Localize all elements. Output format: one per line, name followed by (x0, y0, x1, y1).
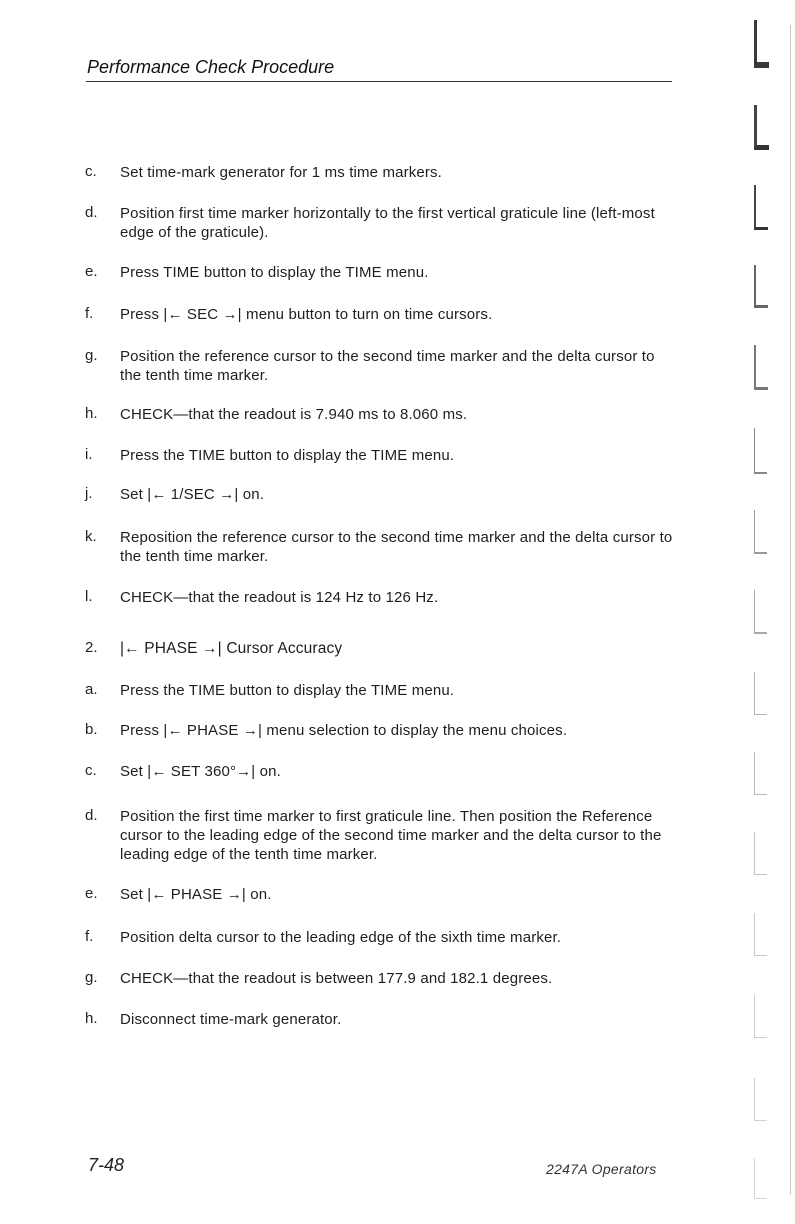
edge-tab (754, 105, 769, 150)
step-text: CHECK—that the readout is 7.940 ms to 8.060 ms. (120, 406, 468, 423)
edge-tab (754, 752, 767, 795)
footer-manual-title: 2247A Operators (546, 1161, 657, 1177)
step-text: Set |← PHASE →| on. (120, 886, 272, 903)
edge-tab (754, 1158, 767, 1199)
step-label: h. (85, 405, 98, 422)
step-text: Disconnect time-mark generator. (120, 1011, 342, 1028)
step-label: h. (85, 1010, 98, 1027)
edge-tab (754, 345, 768, 390)
header-title: Performance Check Procedure (87, 57, 335, 77)
step-label: d. (85, 807, 98, 824)
step-text: Press |← PHASE →| menu selection to display the menu choices. (120, 722, 568, 739)
step-text: Reposition the reference cursor to the second time marker and the delta cursor to the tenth time marker. (120, 529, 673, 565)
step-label: 2. (85, 639, 98, 656)
edge-tab (754, 265, 768, 308)
edge-tab (754, 913, 767, 956)
step-text: CHECK—that the readout is 124 Hz to 126 Hz. (120, 589, 439, 606)
footer-page-number: 7-48 (88, 1155, 125, 1175)
step-text: Press the TIME button to display the TIME menu. (120, 682, 455, 699)
edge-index-tabs (752, 20, 782, 1200)
step-label: g. (85, 969, 98, 986)
step-label: e. (85, 885, 98, 902)
header-rule (86, 81, 672, 82)
step-text: Press |← SEC →| menu button to turn on time cursors. (120, 306, 493, 323)
page-edge-line (790, 25, 791, 1195)
step-label: a. (85, 681, 98, 698)
step-text: Set time-mark generator for 1 ms time markers. (120, 164, 442, 181)
edge-tab (754, 672, 767, 715)
step-label: c. (85, 762, 97, 779)
step-text: CHECK—that the readout is between 177.9 and 182.1 degrees. (120, 970, 553, 987)
step-text: Position first time marker horizontally to the first vertical graticule line (left-most edge of the graticule). (120, 205, 655, 241)
edge-tab (754, 590, 767, 634)
step-text: Position the reference cursor to the second time marker and the delta cursor to the tenth time marker. (120, 348, 655, 384)
edge-tab (754, 995, 767, 1038)
step-text: |← PHASE →| Cursor Accuracy (120, 640, 343, 657)
step-label: b. (85, 721, 98, 738)
step-text: Position delta cursor to the leading edge of the sixth time marker. (120, 929, 562, 946)
step-text: Press TIME button to display the TIME menu. (120, 264, 429, 281)
step-text: Press the TIME button to display the TIME menu. (120, 447, 455, 464)
step-label: f. (85, 305, 94, 322)
step-label: d. (85, 204, 98, 221)
step-label: k. (85, 528, 97, 545)
edge-tab (754, 20, 769, 68)
step-label: e. (85, 263, 98, 280)
step-label: c. (85, 163, 97, 180)
step-label: j. (85, 485, 93, 502)
step-text: Set |← 1/SEC →| on. (120, 486, 265, 503)
edge-tab (754, 510, 767, 554)
step-label: g. (85, 347, 98, 364)
edge-tab (754, 1078, 767, 1121)
edge-tab (754, 832, 767, 875)
step-label: l. (85, 588, 93, 605)
step-label: f. (85, 928, 94, 945)
edge-tab (754, 185, 768, 230)
step-label: i. (85, 446, 93, 463)
step-text: Set |← SET 360°→| on. (120, 763, 281, 780)
edge-tab (754, 428, 767, 474)
step-text: Position the first time marker to first graticule line. Then position the Reference cursor to the leading edge of the second time marker and the delta cursor to the leading edge of the tenth time marker. (120, 808, 662, 863)
